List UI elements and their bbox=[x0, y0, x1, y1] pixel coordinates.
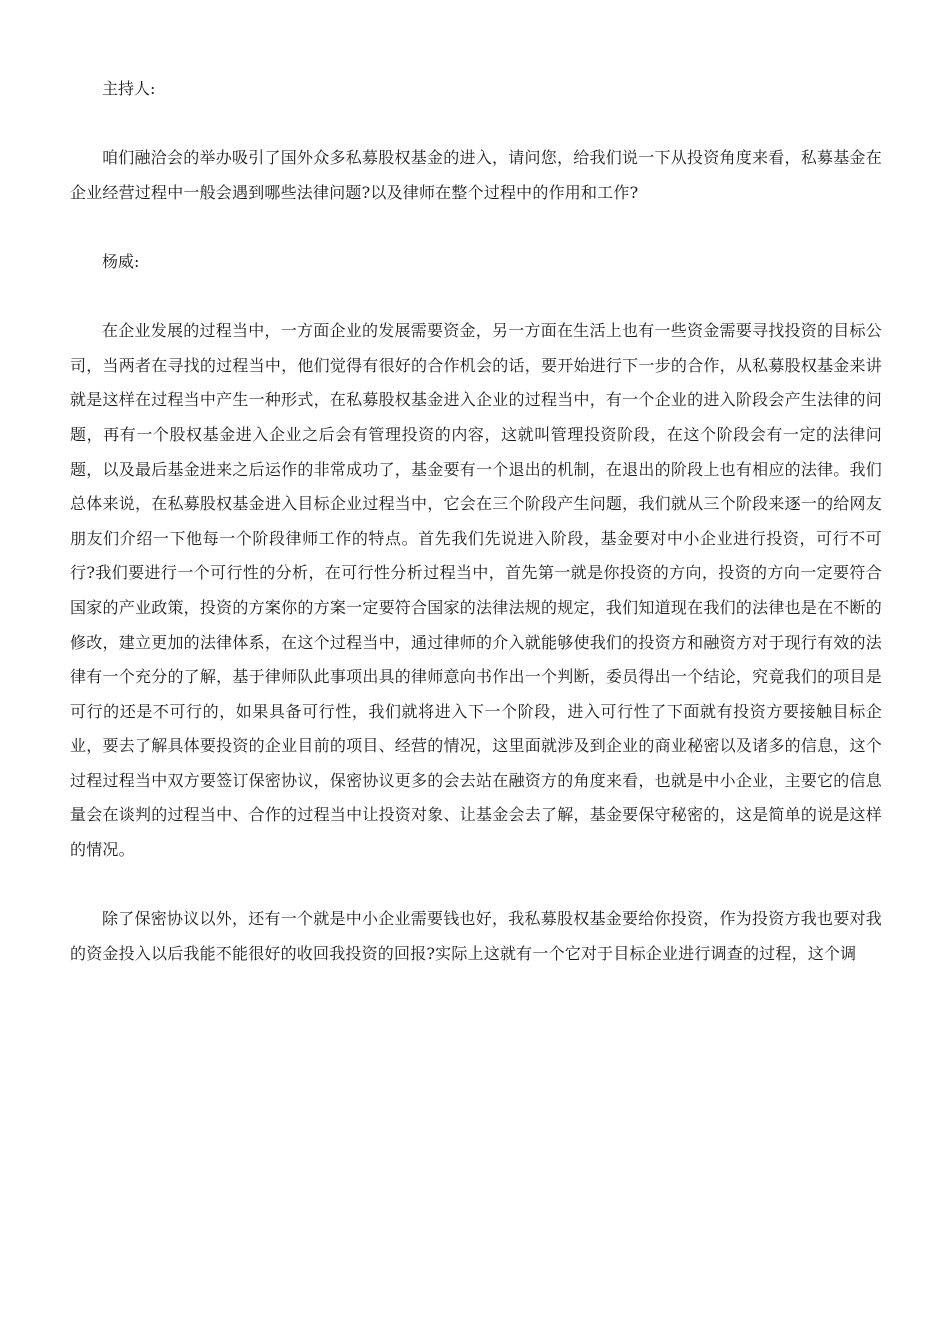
paragraph-spacer bbox=[70, 280, 882, 315]
document-body bbox=[70, 72, 882, 971]
paragraph-spacer bbox=[70, 210, 882, 245]
speaker-label-host: 主持人: bbox=[102, 79, 156, 98]
answer-paragraph-2: 除了保密协议以外，还有一个就是中小企业需要钱也好，我私募股权基金要给你投资，作为投资方我也要对我的资金投入以后我能不能很好的收回我投资的回报?实际上这就有一个它对于目标企业进行调查的过程，这个调 bbox=[70, 909, 882, 963]
speaker-label-yangwei: 杨威: bbox=[102, 251, 140, 271]
answer-paragraph-1: 在企业发展的过程当中，一方面企业的发展需要资金，另一方面在生活上也有一些资金需要寻找投资的目标公司，当两者在寻找的过程当中，他们觉得有很好的合作机会的话，要开始进行下一步的合作，从私募股权基金来讲就是这样在过程当中产生一种形式，在私募股权基金进入企业的过程当中，有一个企业的进入阶段会产生法律的问题，再有一个股权基金进入企业之后会有管理投资的内容，这就叫管理投资阶段，在这个阶段会有一定的法律问题，以及最后基金进来之后运作的非常成功了，基金要有一个退出的机制，在退出的阶段上也有相应的法律。我们总体来说，在私募股权基金进入目标企业过程当中，它会在三个阶段产生问题，我们就从三个阶段来逐一的给网友朋友们介绍一下他每一个阶段律师工作的特点。首先我们先说进入阶段，基金要对中小企业进行投资，可行不可行?我们要进行一个可行性的分析，在可行性分析过程当中，首先第一就是你投资的方向，投资的方向一定要符合国家的产业政策，投资的方案你的方案一定要符合国家的法律法规的规定，我们知道现在我们的法律也是在不断的修改，建立更加的法律体系，在这个过程当中，通过律师的介入就能够使我们的投资方和融资方对于现行有效的法律有一个充分的了解，基于律师队此事项出具的律师意向书作出一个判断，委员得出一个结论，究竟我们的项目是可行的还是不可行的，如果具备可行性，我们就将进入下一个阶段，进入可行性了下面就有投资方要接触目标企业，要去了解具体要投资的企业目前的项目、经营的情况，这里面就涉及到企业的商业秘密以及诸多的信息，这个过程过程当中双方要签订保密协议，保密协议更多的会去站在融资方的角度来看，也就是中小企业，主要它的信息量会在谈判的过程当中、合作的过程当中让投资对象、让基金会去了解，基金要保守秘密的，这是简单的说是这样的情况。 bbox=[70, 321, 882, 860]
host-question-paragraph: 咱们融洽会的举办吸引了国外众多私募股权基金的进入，请问您，给我们说一下从投资角度来看，私募基金在企业经营过程中一般会遇到哪些法律问题?以及律师在整个过程中的作用和工作? bbox=[70, 148, 882, 202]
paragraph-spacer bbox=[70, 107, 882, 142]
paragraph-spacer bbox=[70, 868, 882, 903]
